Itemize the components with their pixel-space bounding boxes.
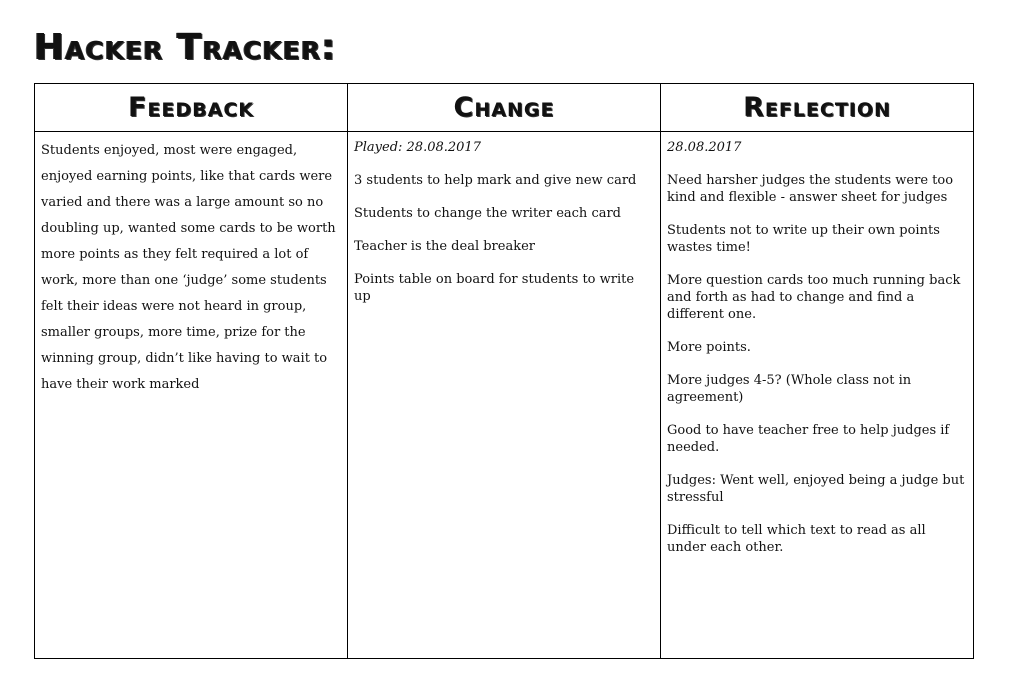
reflection-item: More points. [667, 340, 751, 355]
header-reflection: Reflection [661, 84, 974, 132]
change-item: 3 students to help mark and give new card [354, 173, 637, 188]
change-item: Students to change the writer each card [354, 206, 622, 221]
change-item: Teacher is the deal breaker [354, 239, 536, 254]
header-row [35, 84, 974, 132]
reflection-item: Students not to write up their own points wastes time! [667, 223, 940, 255]
reflection-item: Need harsher judges the students were too kind and flexible - answer sheet for judges [667, 173, 954, 205]
reflection-item: Difficult to tell which text to read as all under each other. [667, 523, 926, 555]
reflection-date: 28.08.2017 [667, 140, 742, 155]
change-cell [348, 132, 661, 659]
content-row [35, 132, 974, 659]
reflection-item: Good to have teacher free to help judges if needed. [667, 423, 950, 455]
header-feedback: Feedback [35, 84, 348, 132]
page-title: Hacker Tracker: [34, 27, 337, 68]
feedback-text: Students enjoyed, most were engaged, enjoyed earning points, like that cards were varied and there was a large amount so no doubling up, wanted some cards to be worth more points as they felt required a lot of work, more than one ‘judge’ some students felt their ideas were not heard in group, smaller groups, more time, prize for the winning group, didn’t like having to wait to have their work marked [41, 143, 336, 392]
reflection-cell [661, 132, 974, 659]
change-date: Played: 28.08.2017 [354, 140, 481, 155]
reflection-item: More judges 4-5? (Whole class not in agreement) [667, 373, 912, 405]
reflection-item: Judges: Went well, enjoyed being a judge but stressful [667, 473, 965, 505]
change-item: Points table on board for students to write up [354, 272, 635, 304]
header-change: Change [348, 84, 661, 132]
feedback-cell [35, 132, 348, 659]
tracker-table [34, 83, 974, 659]
reflection-item: More question cards too much running back and forth as had to change and find a different one. [667, 273, 961, 322]
